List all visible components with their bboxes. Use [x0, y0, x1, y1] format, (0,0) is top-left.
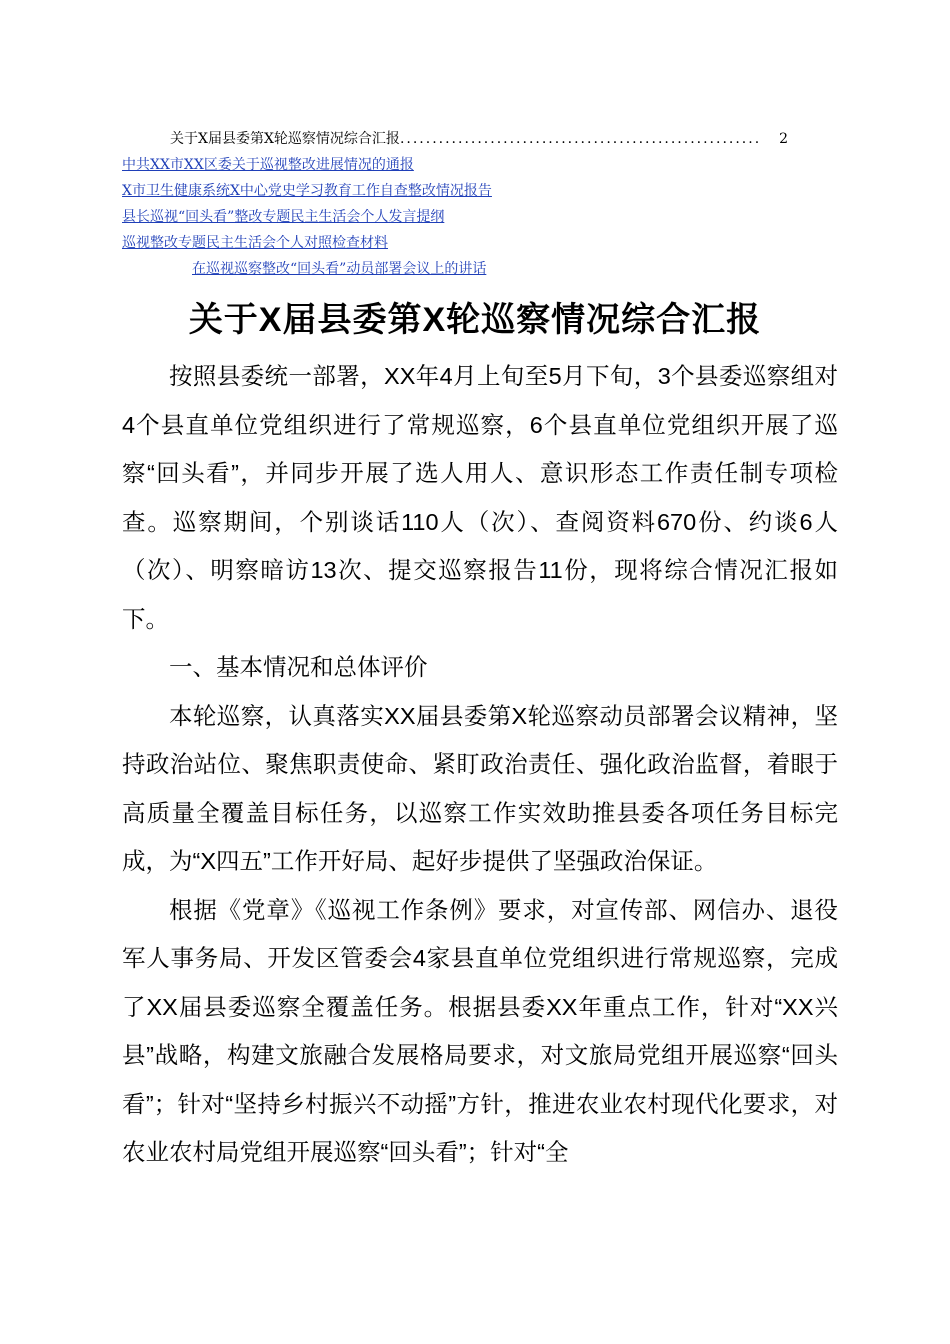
paragraph-details: 根据《党章》《巡视工作条例》要求，对宣传部、网信办、退役军人事务局、开发区管委会4家县直单位党组织进行常规巡察，完成了XX届县委巡察全覆盖任务。根据县委XX年重点工作，针对“XX兴县”战略，构建文旅融合发展格局要求，对文旅局党组开展巡察“回头看”；针对“坚持乡村振兴不动摇”方针，推进农业农村现代化要求，对农业农村局党组开展巡察“回头看”；针对“全: [122, 896, 838, 1165]
toc-link-4[interactable]: 巡视整改专题民主生活会个人对照检查材料: [122, 235, 388, 251]
toc-link-3[interactable]: 县长巡视“回头看”整改专题民主生活会个人发言提纲: [122, 209, 445, 225]
paragraph-summary: 本轮巡察，认真落实XX届县委第X轮巡察动员部署会议精神，坚持政治站位、聚焦职责使命、紧盯政治责任、强化政治监督，着眼于高质量全覆盖目标任务，以巡察工作实效助推县委各项任务目标完成，为“X四五”工作开好局、起好步提供了坚强政治保证。: [122, 702, 838, 874]
section-heading: 一、基本情况和总体评价: [169, 654, 428, 680]
toc-link-1[interactable]: 中共XX市XX区委关于巡视整改进展情况的通报: [122, 157, 414, 173]
toc-link-2[interactable]: X市卫生健康系统X中心党史学习教育工作自查整改情况报告: [122, 183, 492, 199]
paragraph-intro: 按照县委统一部署，XX年4月上旬至5月下旬，3个县委巡察组对4个县直单位党组织进行了常规巡察，6个县直单位党组织开展了巡察“回头看”，并同步开展了选人用人、意识形态工作责任制专项检查。巡察期间，个别谈话110人（次）、查阅资料670份、约谈6人（次）、明察暗访13次、提交巡察报告11份，现将综合情况汇报如下。: [122, 363, 838, 632]
toc-leader-dots: ........................................................: [399, 131, 762, 147]
table-of-contents: [122, 126, 822, 282]
toc-entry-title: 关于X届县委第X轮巡察情况综合汇报: [170, 131, 400, 147]
toc-entry-current[interactable]: [122, 126, 788, 152]
document-body: [122, 352, 838, 1177]
toc-page-number: 2: [779, 131, 788, 147]
toc-link-5[interactable]: 在巡视巡察整改“回头看”动员部署会议上的讲话: [192, 261, 487, 277]
document-title: 关于X届县委第X轮巡察情况综合汇报: [188, 301, 762, 339]
